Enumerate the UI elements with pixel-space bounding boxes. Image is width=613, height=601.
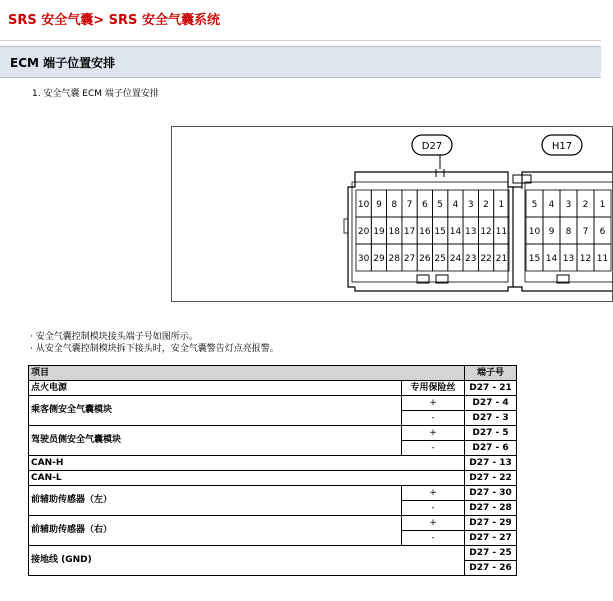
row-polarity: + [402, 486, 465, 501]
row-terminal: D27 - 29 [465, 516, 517, 531]
d27-pin-13: 13 [465, 227, 477, 237]
row-polarity: 专用保险丝 [402, 381, 465, 396]
row-polarity: - [402, 501, 465, 516]
row-terminal: D27 - 4 [465, 396, 517, 411]
d27-pin-21: 21 [495, 254, 508, 264]
d27-pin-1: 1 [498, 200, 505, 210]
row-terminal: D27 - 6 [465, 441, 517, 456]
table-row [29, 381, 517, 396]
row-terminal: D27 - 22 [465, 471, 517, 486]
d27-pin-4: 4 [452, 200, 459, 210]
row-polarity: - [402, 531, 465, 546]
h17-connector-outline [513, 135, 613, 291]
header-code: 端子号 [465, 366, 517, 381]
table-row [29, 426, 517, 441]
d27-pin-5: 5 [437, 200, 444, 210]
note-2: · 从安全气囊控制模块拆下接头时，安全气囊警告灯点亮报警。 [30, 344, 279, 354]
d27-connector-outline [344, 135, 513, 291]
row-item: 接地线 (GND) [29, 546, 465, 576]
row-item: 前辅助传感器（左） [29, 486, 402, 516]
row-terminal: D27 - 27 [465, 531, 517, 546]
table-row [29, 516, 517, 531]
row-polarity: - [402, 441, 465, 456]
note-1: · 安全气囊控制模块接头端子号如图所示。 [30, 332, 198, 342]
breadcrumb[interactable]: SRS 安全气囊> SRS 安全气囊系统 [8, 13, 220, 28]
table-row [29, 396, 517, 411]
table-row [29, 471, 517, 486]
connector-diagram [171, 126, 613, 302]
row-item: 乘客侧安全气囊模块 [29, 396, 402, 426]
table-row [29, 456, 517, 471]
section-bar [0, 46, 601, 78]
row-terminal: D27 - 5 [465, 426, 517, 441]
d27-pin-10: 10 [357, 200, 370, 210]
h17-pin-4: 4 [548, 200, 555, 210]
d27-pin-29: 29 [373, 254, 385, 264]
h17-pin-8: 8 [565, 227, 572, 237]
row-item: CAN-L [29, 471, 465, 486]
d27-pin-11: 11 [495, 227, 508, 237]
section-title: ECM 端子位置安排 [10, 56, 116, 70]
table-row [29, 486, 517, 501]
h17-pin-5: 5 [531, 200, 538, 210]
d27-pin-30: 30 [357, 254, 370, 264]
h17-pin-6: 6 [599, 227, 606, 237]
h17-pin-13: 13 [562, 254, 575, 264]
row-terminal: D27 - 25 [465, 546, 517, 561]
d27-pin-19: 19 [373, 227, 385, 237]
h17-pin-grid [526, 190, 611, 271]
d27-pin-2: 2 [483, 200, 489, 210]
row-terminal: D27 - 28 [465, 501, 517, 516]
d27-pin-25: 25 [434, 254, 446, 264]
d27-pin-grid [356, 190, 509, 271]
d27-pin-17: 17 [403, 227, 416, 237]
pin-table [28, 365, 517, 576]
h17-pin-9: 9 [548, 227, 555, 237]
h17-pin-3: 3 [565, 200, 572, 210]
h17-pin-11: 11 [596, 254, 609, 264]
row-item: 点火电源 [29, 381, 402, 396]
d27-pin-8: 8 [391, 200, 398, 210]
table-header-row [29, 366, 517, 381]
h17-pin-15: 15 [528, 254, 541, 264]
d27-pin-28: 28 [388, 254, 400, 264]
d27-pin-26: 26 [419, 254, 431, 264]
row-terminal: D27 - 3 [465, 411, 517, 426]
row-polarity: - [402, 411, 465, 426]
d27-pin-7: 7 [406, 200, 413, 210]
h17-pin-12: 12 [579, 254, 592, 264]
d27-pin-24: 24 [449, 254, 462, 264]
d27-pin-9: 9 [376, 200, 382, 210]
d27-pin-12: 12 [480, 227, 492, 237]
row-terminal: D27 - 30 [465, 486, 517, 501]
notes [30, 331, 279, 355]
row-item: 前辅助传感器（右） [29, 516, 402, 546]
d27-pin-3: 3 [467, 200, 474, 210]
row-polarity: + [402, 516, 465, 531]
row-terminal: D27 - 21 [465, 381, 517, 396]
h17-pin-7: 7 [582, 227, 589, 237]
h17-pin-14: 14 [545, 254, 558, 264]
d27-pin-18: 18 [388, 227, 400, 237]
row-polarity: + [402, 426, 465, 441]
d27-label: D27 [421, 141, 443, 152]
row-item: CAN-H [29, 456, 465, 471]
d27-pin-6: 6 [421, 200, 428, 210]
row-polarity: + [402, 396, 465, 411]
d27-pin-20: 20 [357, 227, 370, 237]
header-item: 项目 [29, 366, 465, 381]
connector-svg [172, 127, 612, 301]
intro-text: 1. 安全气囊 ECM 端子位置安排 [32, 89, 159, 99]
h17-pin-2: 2 [582, 200, 589, 210]
h17-pin-10: 10 [528, 227, 541, 237]
d27-pin-22: 22 [480, 254, 492, 264]
d27-pin-16: 16 [419, 227, 431, 237]
h17-pin-1: 1 [599, 200, 606, 210]
row-terminal: D27 - 13 [465, 456, 517, 471]
row-item: 驾驶员侧安全气囊模块 [29, 426, 402, 456]
h17-label: H17 [551, 141, 573, 152]
d27-pin-27: 27 [403, 254, 416, 264]
row-terminal: D27 - 26 [465, 561, 517, 576]
page-header [0, 0, 601, 41]
table-row [29, 546, 517, 561]
table-body [29, 381, 517, 576]
d27-pin-23: 23 [465, 254, 477, 264]
d27-pin-14: 14 [449, 227, 462, 237]
d27-pin-15: 15 [434, 227, 446, 237]
